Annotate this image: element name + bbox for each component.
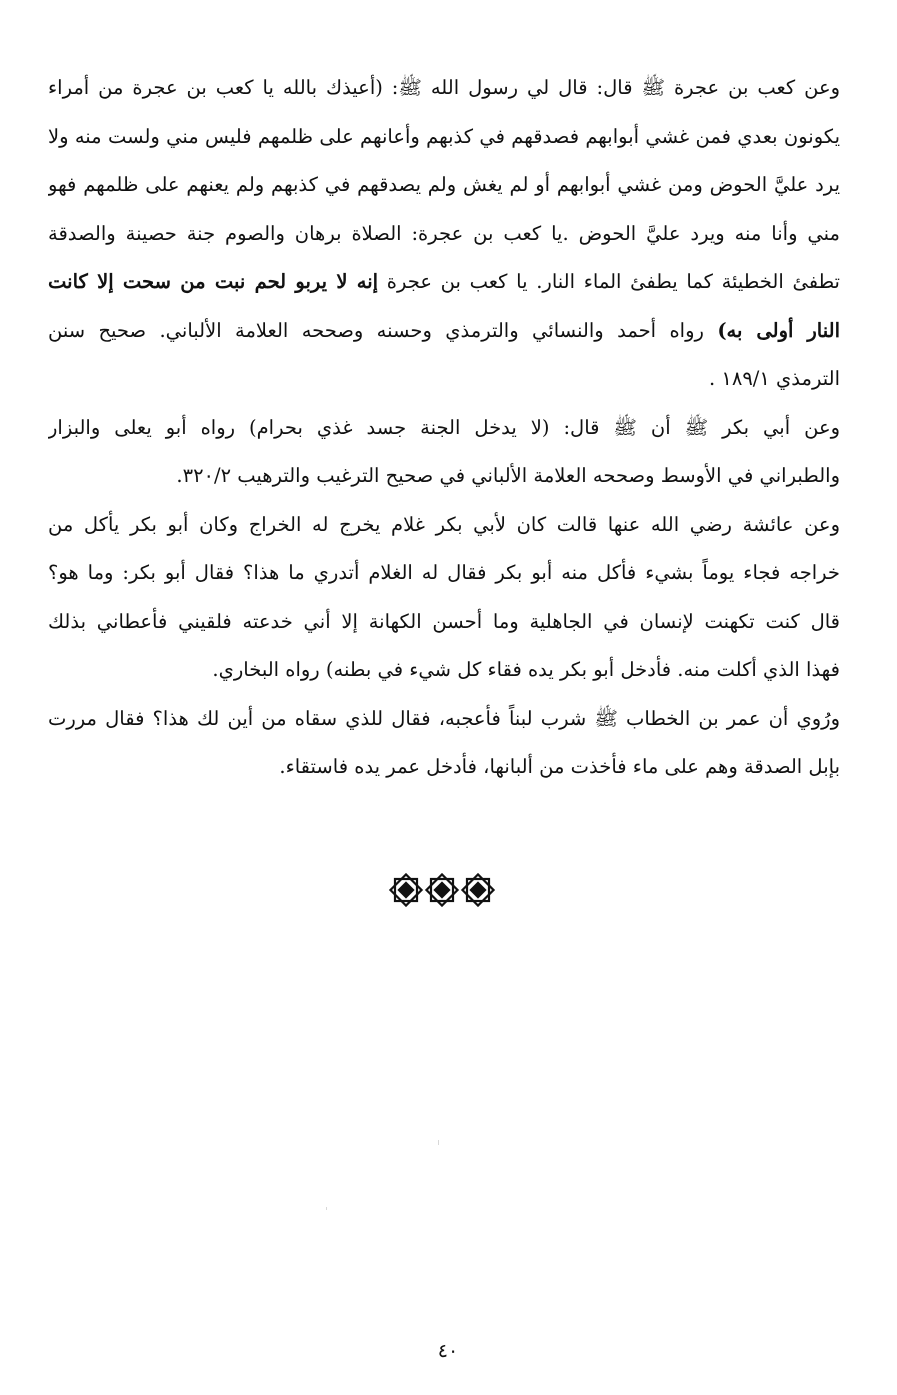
text-run: بإبل الصدقة وهم على ماء فأخذت من ألبانها، فأدخل عمر يده فاستقاء. (279, 755, 840, 778)
text-run: وعن أبي بكر ﷺ أن ﷺ قال: (لا يدخل الجنة جسد غذي بحرام) رواه أبو يعلى والبزار (48, 415, 840, 439)
text-run: الترمذي ١٨٩/١ . (708, 367, 840, 390)
bold-text-run: إنه لا يربو لحم نبت من سحت إلا كانت (48, 270, 379, 293)
body-text (48, 64, 840, 792)
text-run: وعن عائشة رضي الله عنها قالت كان لأبي بكر غلام يخرج له الخراج وكان أبو بكر يأكل من (48, 512, 840, 536)
text-line (48, 113, 840, 162)
text-line (48, 210, 840, 259)
text-run: وعن كعب بن عجرة ﷺ قال: قال لي رسول الله ﷺ: (أعيذك بالله يا كعب بن عجرة من أمراء (48, 76, 840, 99)
page-number: ٤٠ (437, 1340, 459, 1362)
bold-text-run: النار أولى به) (717, 318, 840, 342)
text-line (48, 598, 840, 647)
text-line (48, 258, 840, 307)
text-line (48, 501, 840, 550)
text-line (48, 646, 840, 695)
text-run: يكونون بعدي فمن غشي أبوابهم فصدقهم في كذبهم وأعانهم على ظلمهم فليس مني ولست منه ولا (48, 124, 840, 148)
text-run: مني وأنا منه ويرد عليَّ الحوض .يا كعب بن عجرة: الصلاة برهان والصوم جنة حصينة والصدقة (48, 221, 840, 245)
text-run: فهذا الذي أكلت منه. فأدخل أبو بكر يده فقاء كل شيء في بطنه) رواه البخاري. (212, 658, 840, 681)
text-run: تطفئ الخطيئة كما يطفئ الماء النار. يا كعب بن عجرة (386, 270, 840, 293)
scan-speck (438, 1140, 439, 1145)
text-run: قال كنت تكهنت لإنسان في الجاهلية وما أحسن الكهانة إلا أني خدعته فلقيني فأعطاني بذلك (48, 609, 840, 633)
text-run: والطبراني في الأوسط وصححه العلامة الألباني في صحيح الترغيب والترهيب ٣٢٠/٢. (176, 464, 840, 487)
text-line (48, 452, 840, 501)
scan-speck (326, 1207, 327, 1210)
text-line (48, 64, 840, 113)
text-run: ورُوي أن عمر بن الخطاب ﷺ شرب لبناً فأعجبه، فقال للذي سقاه من أين لك هذا؟ فقال مررت (48, 706, 840, 730)
text-line (48, 404, 840, 453)
text-line (48, 355, 840, 404)
text-line (48, 695, 840, 744)
triple-star-ornament-icon (388, 870, 496, 910)
text-line (48, 549, 840, 598)
text-line (48, 743, 840, 792)
text-line (48, 161, 840, 210)
text-run: يرد عليَّ الحوض ومن غشي أبوابهم أو لم يغش ولم يصدقهم في كذبهم ولم يعنهم على ظلمهم فهو (48, 173, 840, 196)
text-line (48, 307, 840, 356)
text-run: خراجه فجاء يوماً بشيء فأكل منه أبو بكر فقال له الغلام أتدري ما هذا؟ فقال أبو بكر: وما هو؟ (48, 561, 840, 584)
text-run: رواه أحمد والنسائي والترمذي وحسنه وصححه العلامة الألباني. صحيح سنن (48, 318, 704, 342)
